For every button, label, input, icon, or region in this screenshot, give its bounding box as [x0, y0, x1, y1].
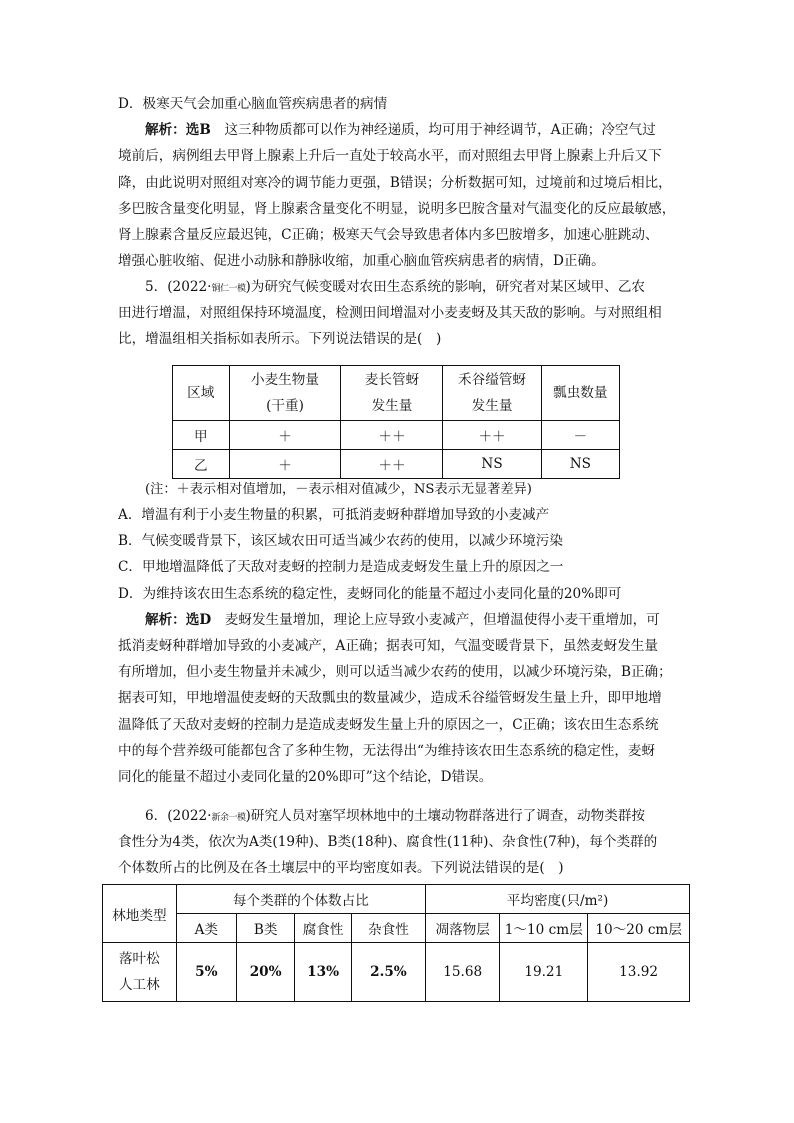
header-cell: 小麦生物量 (干重)	[229, 366, 341, 421]
table-cell: 甲	[173, 421, 230, 450]
q5-stem-line	[118, 274, 678, 300]
q5-analysis-line: 抵消麦蚜种群增加导致的小麦减产，A正确；据表可知，气温变暖背景下，虽然麦蚜发生量	[118, 637, 658, 654]
table-cell: 20%	[236, 943, 294, 1002]
table-cell: ＋＋	[341, 450, 443, 479]
q5-analysis-line: 解析：选D 麦蚜发生量增加，理论上应导致小麦减产，但增温使得小麦干重增加，可	[145, 611, 660, 628]
q5-analysis-line: 中的每个营养级可能都包含了多种生物，无法得出“为维持该农田生态系统的稳定性，麦蚜	[118, 742, 656, 759]
question-5-stem	[118, 274, 678, 353]
header-cell: 每个类群的个体数占比	[176, 885, 425, 914]
table-cell: －	[541, 421, 619, 450]
question-5-options	[118, 502, 678, 790]
q5-option-b: B．气候变暖背景下，该区域农田可适当减少农药的使用，以减少环境污染	[118, 533, 563, 550]
q4-analysis-line: 降，由此说明对照组对寒冷的调节能力更强，B错误；分析数据可知，过境前和过境后相比，	[118, 174, 672, 191]
q5-stem-line: 比，增温组相关指标如表所示。下列说法错误的是( )	[118, 331, 442, 348]
table-cell: ＋＋	[443, 421, 541, 450]
q6-source: 新余一模	[211, 813, 246, 823]
table-row	[173, 421, 620, 450]
table-cell: 2.5%	[351, 943, 425, 1002]
table-header-row	[173, 366, 620, 421]
q5-analysis-line: 同化的能量不超过小麦同化量的20%即可”这个结论，D错误。	[118, 768, 493, 785]
q4-analysis-line: 肾上腺素含量反应最迟钝，C正确；极寒天气会导致患者体内多巴胺增多，加速心脏跳动、	[118, 226, 659, 243]
q6-number: 6．(2022·	[145, 808, 212, 824]
table-cell: ＋	[229, 450, 341, 479]
table-cell: NS	[541, 450, 619, 479]
question-4-tail	[118, 91, 678, 274]
table-row	[173, 450, 620, 479]
q5-analysis-line: 有所增加，但小麦生物量并未减少，则可以适当减少农药的使用，以减少环境污染，B正确；	[118, 664, 672, 681]
table-cell: 13%	[295, 943, 351, 1002]
q4-option-d: D．极寒天气会加重心脑血管疾病患者的病情	[118, 96, 388, 112]
q6-stem-line: 个体数所占的比例及在各土壤层中的平均密度如表。下列说法错误的是( )	[118, 860, 564, 877]
analysis-label: 解析：选D	[145, 611, 212, 628]
row-label-cell: 落叶松 人工林	[103, 943, 177, 1002]
q4-analysis-line: 多巴胺含量变化明显，肾上腺素含量变化不明显，说明多巴胺含量对气温变化的反应最敏感，	[118, 200, 676, 217]
header-cell: 麦长管蚜 发生量	[341, 366, 443, 421]
table-cell: 19.21	[500, 943, 588, 1002]
table-header-row	[103, 885, 690, 914]
header-cell: 平均密度(只/m²)	[426, 885, 690, 914]
q4-analysis-line: 境前后，病例组去甲肾上腺素上升后一直处于较高水平，而对照组去甲肾上腺素上升后又下	[118, 148, 662, 165]
q5-stem-line: 田进行增温，对照组保持环境温度，检测田间增温对小麦麦蚜及其天敌的影响。与对照组相	[118, 305, 662, 322]
header-cell: 区域	[173, 366, 230, 421]
q6-stem-line: 食性分为4类，依次为A类(19种)、B类(18种)、腐食性(11种)、杂食性(7种)，每个类群的	[118, 834, 658, 851]
table-cell: ＋	[229, 421, 341, 450]
table-cell: 5%	[176, 943, 236, 1002]
q5-stem-text: )为研究气候变暖对农田生态系统的影响，研究者对某区域甲、乙农	[245, 279, 646, 295]
q5-analysis-line: 温降低了天敌对麦蚜的控制力是造成麦蚜发生量上升的原因之一，C正确；该农田生态系统	[118, 716, 659, 733]
header-cell: B类	[236, 914, 294, 943]
header-cell: 凋落物层	[426, 914, 500, 943]
header-cell: 腐食性	[295, 914, 351, 943]
q4-analysis-line: 解析：选B 这三种物质都可以作为神经递质，均可用于神经调节，A正确；冷空气过	[145, 122, 656, 139]
q6-stem-text: )研究人员对塞罕坝林地中的土壤动物群落进行了调查，动物类群按	[245, 808, 646, 824]
q4-analysis-line: 增强心脏收缩、促进小动脉和静脉收缩，加重心脑血管疾病患者的病情，D正确。	[118, 253, 605, 270]
table-cell: 15.68	[426, 943, 500, 1002]
q5-option-d: D．为维持该农田生态系统的稳定性，麦蚜同化的能量不超过小麦同化量的20%即可	[118, 585, 622, 602]
q5-option-a: A．增温有利于小麦生物量的积累，可抵消麦蚜种群增加导致的小麦减产	[118, 507, 550, 523]
q5-option-c: C．甲地增温降低了天敌对麦蚜的控制力是造成麦蚜发生量上升的原因之一	[118, 559, 564, 576]
q5-data-table	[172, 365, 620, 479]
header-cell: 瓢虫数量	[541, 366, 619, 421]
table-cell: 乙	[173, 450, 230, 479]
header-cell: A类	[176, 914, 236, 943]
header-cell: 1～10 cm层	[500, 914, 588, 943]
q5-number: 5．(2022·	[145, 279, 212, 295]
table-header-row	[103, 914, 690, 943]
header-cell: 林地类型	[103, 885, 177, 943]
table-cell: NS	[443, 450, 541, 479]
q6-data-table	[102, 884, 690, 1002]
table-cell: ＋＋	[341, 421, 443, 450]
analysis-label: 解析：选B	[145, 122, 211, 139]
q5-analysis-line: 据表可知，甲地增温使麦蚜的天敌瓢虫的数量减少，造成禾谷缢管蚜发生量上升，即甲地增	[118, 690, 662, 707]
q5-table-note: (注：＋表示相对值增加，－表示相对值减少，NS表示无显著差异)	[145, 482, 532, 497]
header-cell: 禾谷缢管蚜 发生量	[443, 366, 541, 421]
table-cell: 13.92	[588, 943, 690, 1002]
header-cell: 杂食性	[351, 914, 425, 943]
table-row	[103, 943, 690, 1002]
q6-stem-line	[118, 803, 678, 829]
q5-source: 铜仁一模	[211, 284, 246, 294]
question-6-stem	[118, 803, 678, 882]
header-cell: 10～20 cm层	[588, 914, 690, 943]
